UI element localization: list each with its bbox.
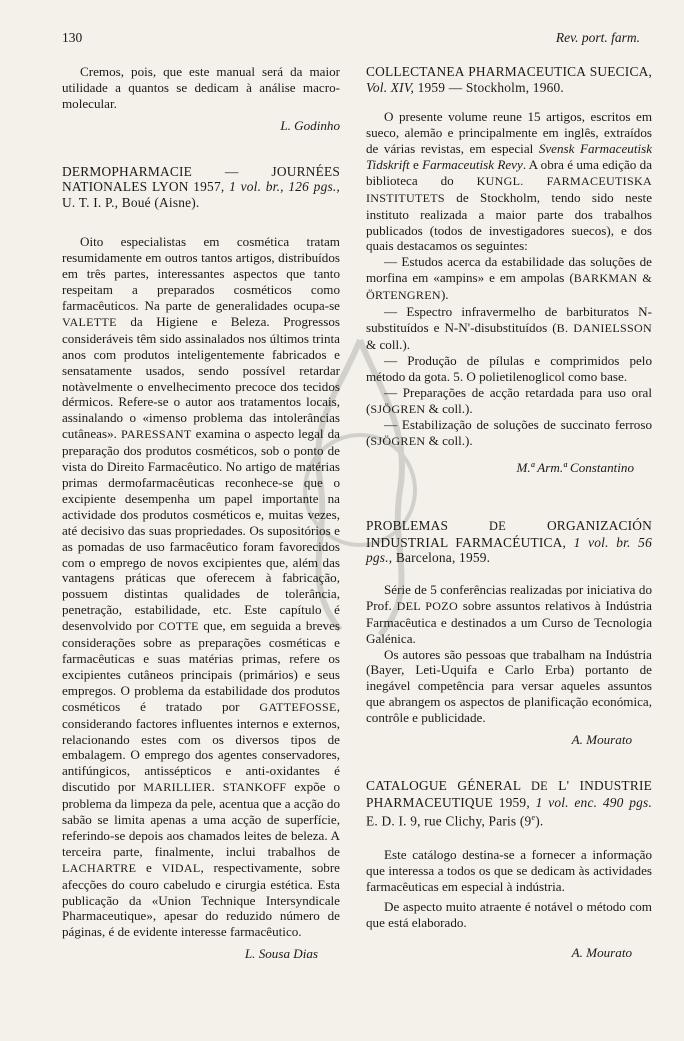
review1-signature: L. Sousa Dias bbox=[244, 946, 318, 962]
title-connector: DE bbox=[489, 519, 507, 534]
review2-volume: Vol. XIV, bbox=[366, 79, 415, 95]
list-item bbox=[366, 385, 652, 418]
review3-paragraph bbox=[366, 582, 652, 647]
item-text: — Estudos acerca da estabilidade das soluções de morfina em «ampins» e em ampolas ( bbox=[366, 254, 652, 286]
review1-volume: 1 vol. br., 126 pgs., bbox=[229, 179, 340, 195]
author-name: MARILLIER bbox=[143, 780, 212, 795]
review4-title: L' INDUSTRIE PHARMACEUTIQUE 1959, bbox=[366, 777, 652, 810]
review1-heading bbox=[62, 164, 340, 211]
superscript: e bbox=[531, 813, 536, 823]
list-item bbox=[366, 254, 652, 304]
review3-heading bbox=[366, 518, 652, 566]
review1-publisher: U. T. I. P., Boué (Aisne). bbox=[62, 194, 200, 210]
body-text: Série de 5 conferências realizadas por iniciativa do Prof. bbox=[366, 581, 652, 613]
body-text: Oito especialistas em cosmética tratam resumidamente em outros tantos artigos, distribuídos em três partes, interessantes aspectos que tanto respeitam a preparados cosméticos como farmacêuticos. Na parte de generalidades ocupa-se bbox=[62, 234, 340, 314]
journal-name: Farmaceutisk Revy bbox=[422, 156, 523, 172]
body-text: sobre assuntos relativos à Indústria Farmacêutica e destinados a um Curso de Tecnologia Galénica. bbox=[366, 597, 652, 646]
body-text: . A obra é uma edição da biblioteca do bbox=[366, 156, 653, 188]
body-text: e bbox=[409, 156, 423, 172]
item-authors: B. DANIELSSON bbox=[556, 320, 652, 335]
running-head: Rev. port. farm. bbox=[555, 30, 640, 45]
review3-volume: 1 vol. br. 56 pgs., bbox=[366, 534, 652, 566]
review4-publisher: E. D. I. 9, rue Clichy, Paris (9 bbox=[366, 813, 532, 829]
body-text: que, em seguida a breves considerações sobre as preparações cosméticas e farmacêuticas e suas matérias primas, refere os excipientes cutâneos principais (primários) e seus empregos. O problema da estabilidade dos produtos cosméticos é tratado por bbox=[62, 618, 340, 714]
author-name: LACHARTRE bbox=[62, 860, 137, 875]
review3-title: PROBLEMAS bbox=[366, 518, 449, 534]
body-text: examina o aspecto legal da preparação dos produtos cosméticos, sob o ponto de vista do Direito Farmacêutico. No artigo de matérias primas dermofarmacêuticas reconhece-se que o excipiente desempenha um papel importante na actividade dos produtos cosméticos e, muitas vezes, até decisivo das suas propriedades. Os supositórios e as pomadas de uso farmacêutico foram favorecidos com o emprego de novos excipientes que, além das vantagens práticas que oferecem à fabricação, possuem distintas qualidades de tolerância, penetração, estabilidade, etc. Este capítulo é desenvolvido por bbox=[62, 426, 340, 634]
review1-title: DERMOPHARMACIE — JOURNÉES NATIONALES LYON 1957, bbox=[62, 163, 340, 195]
review3-signature: A. Mourato bbox=[571, 732, 632, 748]
review4-paragraph: De aspecto muito atraente é notável o método com que está elaborado. bbox=[366, 898, 652, 930]
review3-paragraph: Os autores são pessoas que trabalham na Indústria (Bayer, Leti-Uquifa e Carlo Erba) portanto de inegável competência para versar aqueles assuntos que abrangem os aspectos de planificação económica, contrôle e publicidade. bbox=[366, 646, 652, 726]
institution-name: KUNGL. FARMACEUTISKA INSTITUTETS bbox=[366, 173, 652, 205]
review2-signature: M.ª Arm.ª Constantino bbox=[516, 460, 634, 476]
title-connector: DE bbox=[530, 778, 548, 793]
body-text: , considerando factores influentes internos e externos, relacionando estes com os diversos tipos de embalagem. O emprego dos agentes conservadores, antifúngicos, antissépticos e anti-oxidantes é discutido por bbox=[62, 698, 340, 795]
list-item bbox=[366, 353, 652, 385]
page-header bbox=[62, 30, 640, 50]
body-text: expõe o problema da limpeza da pele, acentua que a acção do sabão se limita apenas a uma acção de superfície, referindo-se depois aos chamados leites de beleza. A terceira parte, finalmente, inclui trabalhos de bbox=[62, 779, 341, 859]
item-text: — Estabilização de soluções de succinato ferroso ( bbox=[366, 417, 652, 449]
body-text: O presente volume reune 15 artigos, escritos em sueco, alemão e principalmente em inglês, extraídos de várias revistas, em especial bbox=[366, 109, 652, 156]
review4-heading bbox=[366, 778, 652, 829]
review2-heading bbox=[366, 64, 652, 95]
review4-publisher: ). bbox=[535, 813, 544, 829]
item-text: — Espectro infravermelho de barbituratos N-substituídos e N-N'-disubstituídos ( bbox=[366, 304, 652, 335]
author-name: VALETTE bbox=[62, 314, 117, 329]
body-text: de Stockholm, tendo sido neste instituto realizada a maior parte dos trabalhos publicados (todos de investigadores suecos), e dos quais destacamos os seguintes: bbox=[366, 189, 652, 254]
body-text: e bbox=[136, 859, 162, 875]
item-authors: BARKMAN & ÖRTENGREN bbox=[366, 271, 652, 303]
review3-publisher: Barcelona, 1959. bbox=[395, 550, 491, 566]
author-name: COTTE bbox=[158, 619, 199, 634]
right-column bbox=[366, 64, 652, 961]
review4-paragraph: Este catálogo destina-se a fornecer a informação que interessa a todos os que se dedicam às actividades farmacêuticas em especial à indústria. bbox=[366, 847, 652, 895]
item-text: — Preparações de acção retardada para uso oral ( bbox=[366, 384, 652, 416]
review1-body bbox=[62, 234, 340, 940]
body-text: da Higiene e Beleza. Progressos consideráveis têm sido assinalados nos últimos trinta anos com produtos inteligentemente fabricados e sensatamente usados, sendo possível retardar notàvelmente o envelhecimento precoce dos tecidos dérmicos. Refere-se o autor aos tratamentos locais, assinalando o «imenso problema das intolerâncias cutâneas». bbox=[62, 313, 340, 442]
review2-intro bbox=[366, 109, 652, 254]
review4-title: CATALOGUE GÉNERAL bbox=[366, 777, 521, 793]
page-number: 130 bbox=[62, 30, 83, 45]
intro-signature: L. Godinho bbox=[280, 117, 340, 133]
item-text: — Produção de pílulas e comprimidos pelo método da gota. 5. O polietilenoglicol como base. bbox=[366, 352, 652, 384]
left-column bbox=[62, 64, 340, 962]
author-name: STANKOFF bbox=[222, 780, 287, 795]
intro-paragraph: Cremos, pois, que este manual será da maior utilidade a quantos se dedicam à análise macro-molecular. bbox=[62, 64, 340, 111]
item-text: ). bbox=[440, 287, 449, 303]
review4-volume: 1 vol. enc. 490 pgs. bbox=[535, 794, 652, 810]
review2-publisher: 1959 — Stockholm, 1960. bbox=[417, 79, 564, 95]
item-text: & coll.). bbox=[425, 433, 473, 449]
item-text: & coll.). bbox=[425, 400, 473, 416]
review4-signature: A. Mourato bbox=[571, 944, 632, 960]
author-name: VIDAL bbox=[161, 860, 201, 875]
item-authors: SJÖGREN bbox=[370, 434, 426, 449]
review3-title: ORGANIZACIÓN INDUSTRIAL FARMACÉUTICA, bbox=[366, 518, 652, 550]
list-item bbox=[366, 417, 652, 450]
author-name: GATTEFOSSE bbox=[259, 699, 337, 714]
item-authors: SJÖGREN bbox=[370, 401, 426, 416]
body-text: , respectivamente, sobre afecções do couro cabeludo e cirurgia estética. Esta publicação da «Union Technique Intersyndicale Pharmaceutique», apesar do reduzido número de páginas, é de evidente interesse farmacêutico. bbox=[62, 859, 340, 940]
list-item bbox=[366, 304, 652, 353]
journal-name: Svensk Farmaceutisk Tidskrift bbox=[366, 141, 653, 172]
item-text: & coll.). bbox=[366, 336, 410, 352]
author-name: PARESSANT bbox=[121, 427, 192, 442]
body-text: . bbox=[211, 779, 223, 795]
review2-title: COLLECTANEA PHARMACEUTICA SUECICA, bbox=[366, 64, 652, 79]
author-name: DEL POZO bbox=[396, 598, 458, 613]
